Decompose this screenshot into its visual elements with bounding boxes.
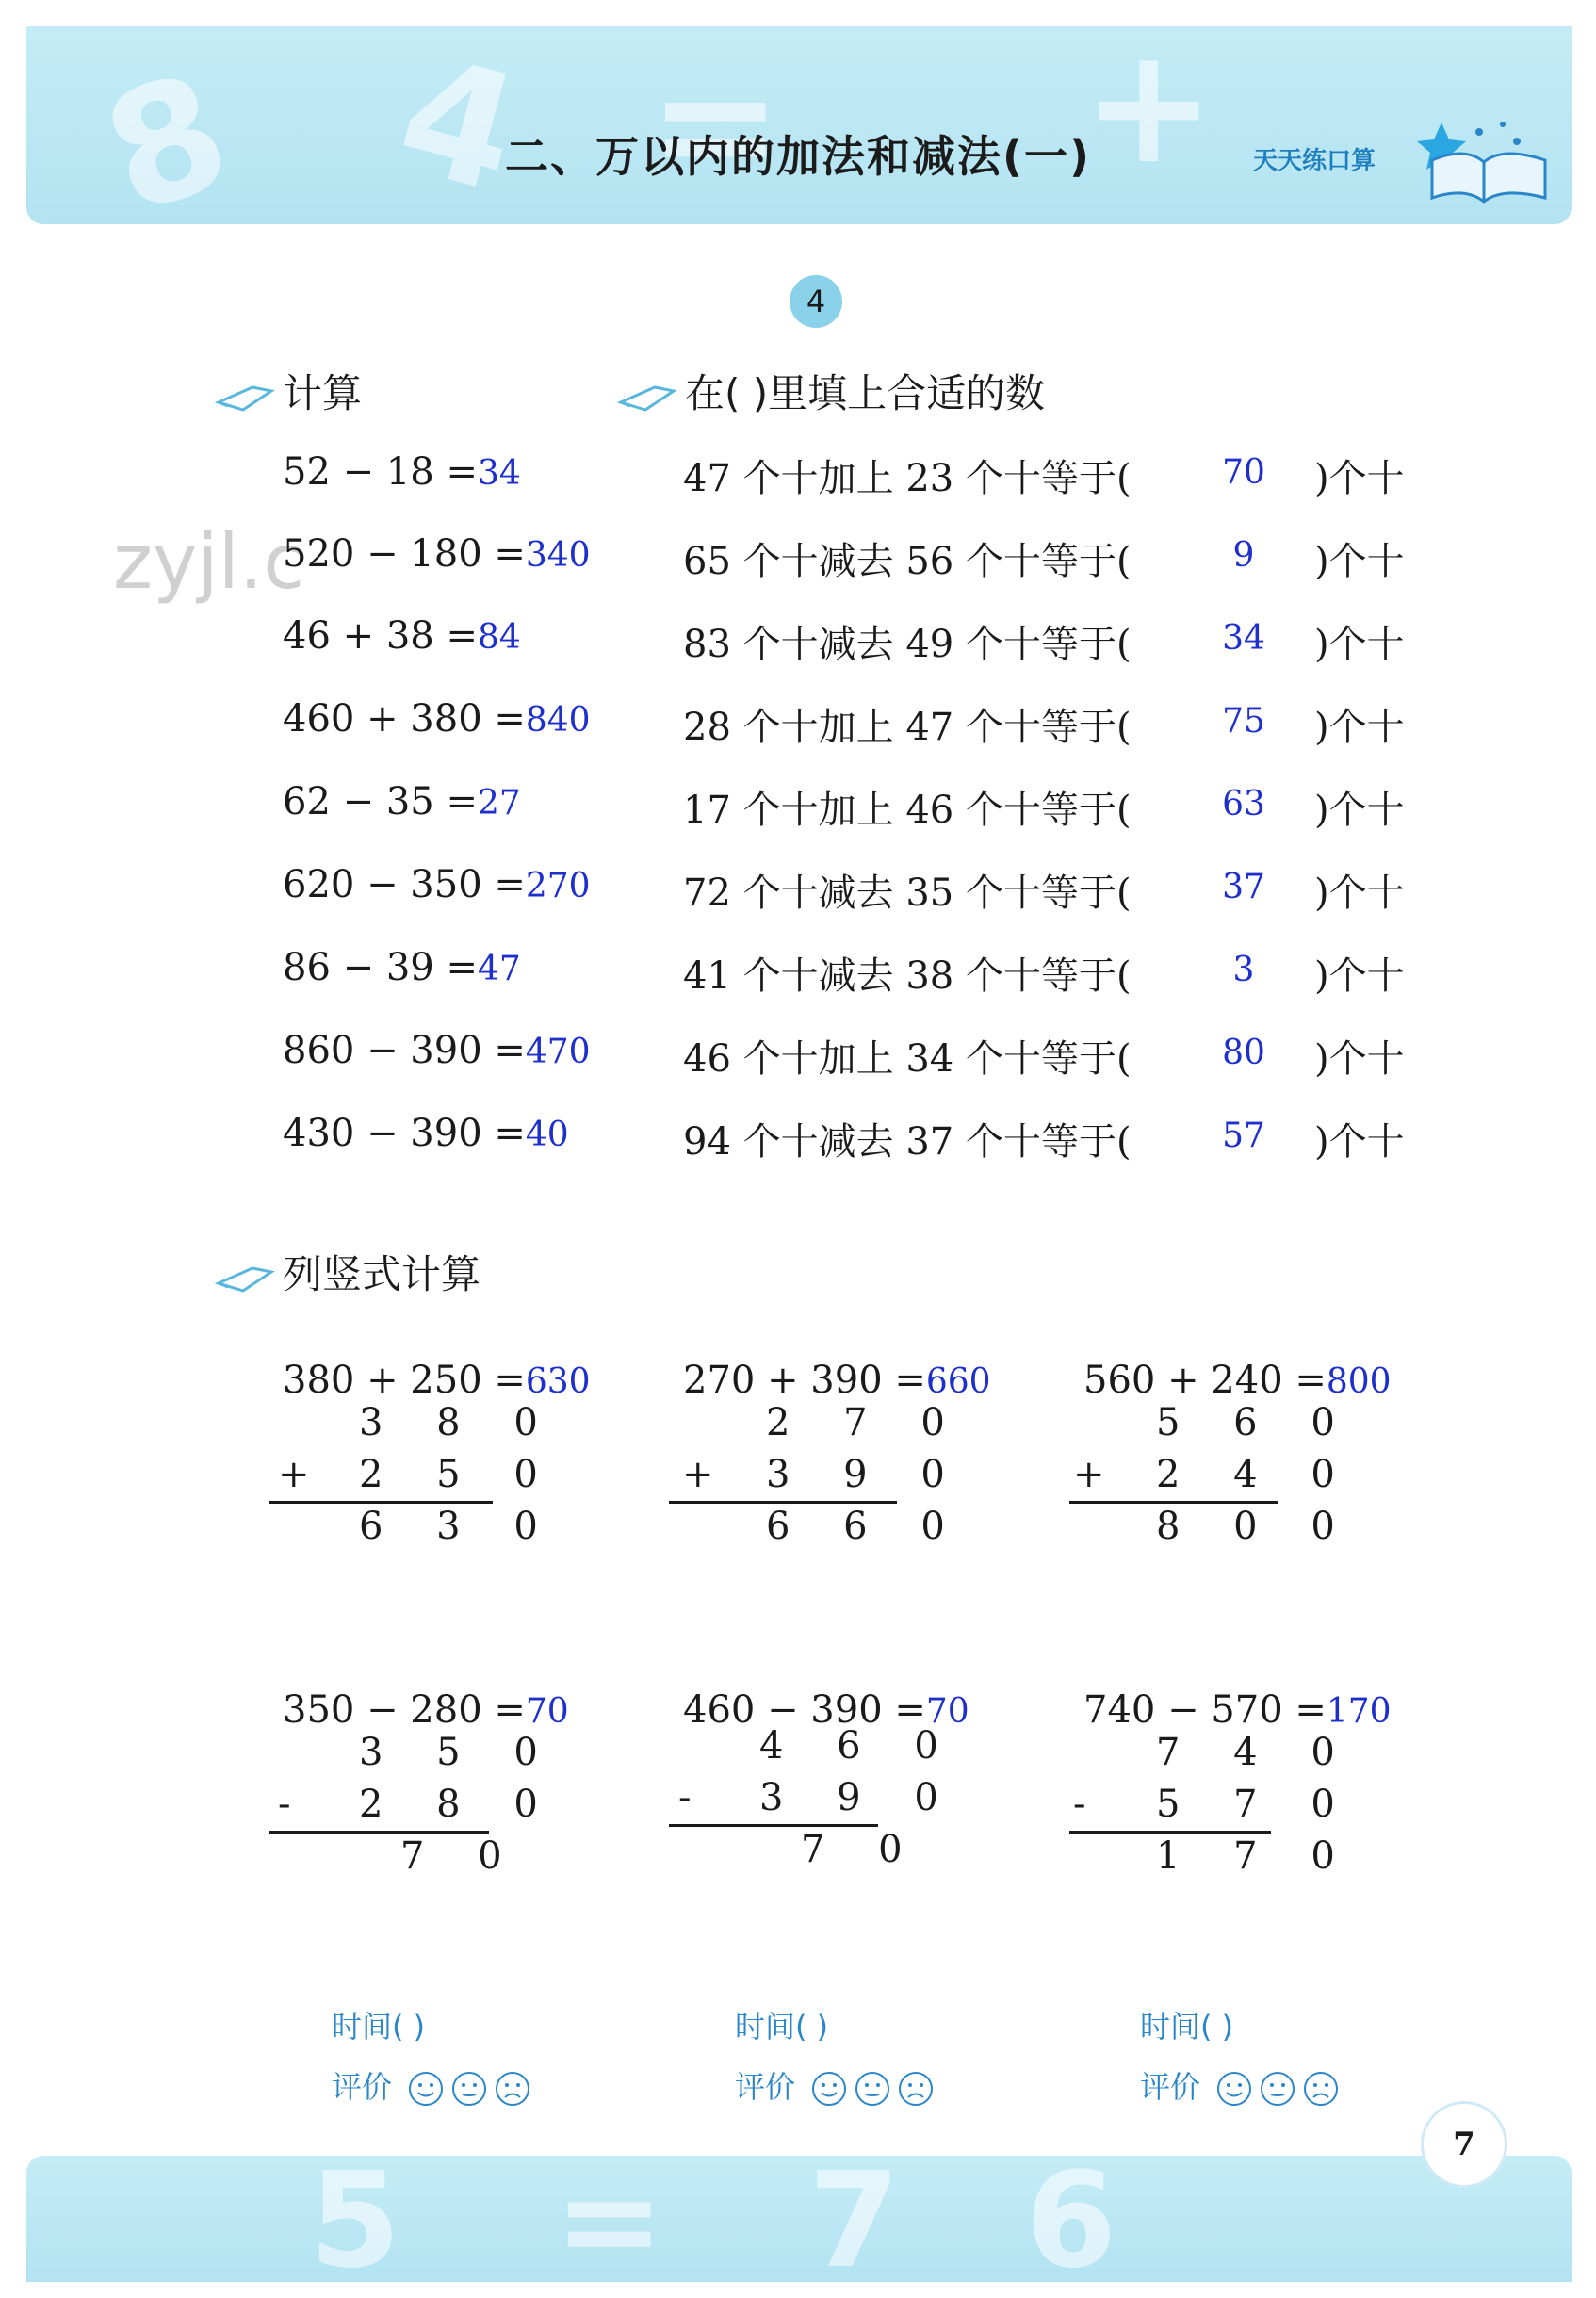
calc-item [283,946,521,989]
calc-item [283,863,591,906]
rating-label: 评价 [332,2069,393,2105]
rating-label: 评价 [735,2069,796,2105]
calc-answer: 34 [477,454,521,493]
calc-answer: 84 [477,618,521,657]
fill-suffix: )个十 [1314,457,1405,500]
calc-expression: 430 − 390 = [283,1112,526,1155]
fill-suffix: )个十 [1314,540,1405,583]
open-book-icon [1413,104,1555,207]
calc-expression: 860 − 390 = [283,1029,526,1072]
fill-text: 46 个十加上 34 个十等于( [683,1037,1132,1081]
rating-label: 评价 [1140,2069,1201,2105]
vertical-top: 3 5 0 [359,1731,559,1774]
expr-text: 380 + 250 = [283,1359,526,1402]
fill-item [683,614,1405,668]
fill-item [683,1029,1405,1083]
vertical-rule [669,1501,897,1504]
expr-text: 740 − 570 = [1083,1688,1327,1732]
vertical-answer: 70 [925,1692,969,1731]
vertical-expression [283,1688,569,1732]
fill-item [683,780,1405,834]
calc-item [283,697,591,741]
vertical-bottom: 2 8 0 [359,1783,559,1826]
vertical-bottom: 3 9 0 [766,1453,966,1496]
vertical-result: 6 3 0 [359,1505,559,1548]
fill-answer: 63 [1222,785,1265,823]
vertical-calc [269,1688,569,1878]
pencil-icon [215,378,277,416]
calc-expression: 62 − 35 = [283,780,478,823]
vertical-expression [683,1359,991,1402]
vertical-rule [269,1831,489,1834]
vertical-expression [283,1359,591,1402]
calc-item [283,780,521,823]
section-vertical-label: 列竖式计算 [283,1251,481,1297]
fill-answer: 34 [1222,619,1265,658]
vertical-result: 8 0 0 [1156,1505,1356,1548]
section-calc-label: 计算 [283,370,363,416]
fill-text: 28 个十加上 47 个十等于( [683,706,1132,749]
brand-label: 天天练口算 [1253,147,1376,175]
vertical-bottom: 2 5 0 [359,1453,559,1496]
fill-answer: 70 [1222,453,1265,492]
fill-answer: 75 [1222,702,1265,741]
fill-item [683,1112,1405,1165]
footer-band [26,2144,1572,2298]
fill-item [683,946,1405,1000]
vertical-bottom: 5 7 0 [1156,1783,1356,1826]
decorative-equals: = [554,2144,665,2298]
fill-text: 94 个十减去 37 个十等于( [683,1120,1132,1164]
sad-face-icon [897,2070,935,2108]
vertical-calc [669,1688,969,1877]
vertical-answer: 170 [1326,1692,1392,1731]
fill-suffix: )个十 [1314,1120,1405,1164]
fill-text: 83 个十减去 49 个十等于( [683,623,1132,666]
fill-answer: 3 [1232,951,1255,989]
vertical-operator: + [682,1453,714,1496]
page-number: 7 [1421,2101,1507,2188]
fill-answer: 37 [1222,868,1265,906]
vertical-calc [269,1359,591,1548]
vertical-expression [1083,1359,1392,1402]
fill-suffix: )个十 [1314,623,1405,666]
fill-item [683,448,1405,502]
calc-item [283,1029,591,1072]
fill-item [683,863,1405,917]
expr-text: 460 − 390 = [683,1688,926,1732]
time-label: 时间( ) [735,2009,829,2045]
fill-suffix: )个十 [1314,789,1405,832]
neutral-face-icon [450,2070,488,2108]
calc-item [283,1112,569,1155]
vertical-calc [669,1359,991,1548]
calc-item [283,450,521,494]
section-calc-heading [215,363,362,419]
calc-expression: 520 − 180 = [283,532,526,576]
fill-answer: 80 [1222,1034,1265,1072]
decorative-equals: = [648,32,783,219]
vertical-top: 3 8 0 [359,1401,559,1444]
smile-face-icon [810,2070,848,2108]
calc-answer: 40 [525,1116,569,1154]
fill-text: 47 个十加上 23 个十等于( [683,457,1132,500]
rating-row [735,2063,935,2108]
vertical-top: 2 7 0 [766,1401,966,1444]
calc-answer: 270 [525,867,591,905]
vertical-rule [1069,1831,1271,1834]
section-vertical-heading [215,1244,480,1300]
vertical-result: 7 0 [400,1834,523,1878]
pencil-icon [215,1259,277,1296]
time-label: 时间( ) [332,2009,426,2045]
smile-face-icon [407,2070,445,2108]
calc-item [283,614,521,658]
vertical-answer: 800 [1326,1362,1392,1401]
calc-answer: 470 [525,1033,591,1071]
calc-answer: 27 [477,784,521,823]
fill-text: 41 个十减去 38 个十等于( [683,954,1132,998]
vertical-rule [269,1501,493,1504]
sad-face-icon [1302,2070,1340,2108]
calc-item [283,532,591,576]
fill-suffix: )个十 [1314,1037,1405,1081]
calc-expression: 46 + 38 = [283,614,478,658]
vertical-result: 1 7 0 [1156,1834,1356,1878]
vertical-result: 7 0 [801,1828,923,1871]
lesson-number-badge: 4 [790,275,842,328]
vertical-top: 7 4 0 [1156,1731,1356,1774]
calc-answer: 340 [525,536,591,575]
section-fill-label: 在( )里填上合适的数 [685,370,1046,416]
vertical-bottom: 3 9 0 [759,1776,959,1819]
calc-expression: 460 + 380 = [283,697,526,741]
pencil-icon [617,378,679,416]
vertical-expression [1083,1688,1392,1732]
watermark: zyjl.c [113,518,305,606]
fill-item [683,697,1405,751]
calc-expression: 86 − 39 = [283,946,478,989]
rating-row [1140,2063,1340,2108]
vertical-operator: - [278,1783,291,1826]
vertical-answer: 70 [525,1692,569,1731]
vertical-calc [1069,1688,1392,1878]
calc-answer: 840 [525,701,591,740]
expr-text: 560 + 240 = [1083,1359,1327,1402]
decorative-digit-6: 6 [1025,2144,1117,2298]
page-title: 二、万以内的加法和减法(一) [504,131,1092,182]
fill-suffix: )个十 [1314,872,1405,915]
vertical-calc [1069,1359,1392,1548]
expr-text: 350 − 280 = [283,1688,526,1732]
vertical-top: 5 6 0 [1156,1401,1356,1444]
vertical-answer: 630 [525,1362,591,1401]
vertical-rule [669,1824,878,1827]
calc-expression: 52 − 18 = [283,450,478,494]
fill-item [683,531,1405,585]
vertical-answer: 660 [925,1362,991,1401]
fill-answer: 9 [1232,536,1255,575]
decorative-digit-7: 7 [808,2144,901,2298]
vertical-operator: - [1073,1783,1086,1826]
vertical-bottom: 2 4 0 [1156,1453,1356,1496]
fill-suffix: )个十 [1314,706,1405,749]
vertical-rule [1069,1501,1278,1504]
decorative-digit-8: 8 [82,37,252,252]
fill-text: 17 个十加上 46 个十等于( [683,789,1132,832]
expr-text: 270 + 390 = [683,1359,926,1402]
decorative-plus: + [1082,13,1216,200]
calc-answer: 47 [477,950,521,988]
rating-row [332,2063,531,2108]
neutral-face-icon [854,2070,891,2108]
fill-text: 72 个十减去 35 个十等于( [683,872,1132,915]
vertical-result: 6 6 0 [766,1505,966,1548]
vertical-operator: - [678,1776,692,1819]
smile-face-icon [1215,2070,1253,2108]
decorative-digit-5: 5 [309,2144,401,2298]
time-label: 时间( ) [1140,2009,1234,2045]
fill-text: 65 个十减去 56 个十等于( [683,540,1132,583]
section-fill-heading [617,363,1045,419]
vertical-operator: + [278,1453,310,1496]
decorative-digit-4: 4 [381,21,537,230]
sad-face-icon [494,2070,531,2108]
calc-expression: 620 − 350 = [283,863,526,906]
fill-answer: 57 [1222,1116,1265,1155]
fill-suffix: )个十 [1314,954,1405,998]
neutral-face-icon [1259,2070,1296,2108]
vertical-operator: + [1073,1453,1105,1496]
vertical-top: 4 6 0 [759,1724,959,1768]
